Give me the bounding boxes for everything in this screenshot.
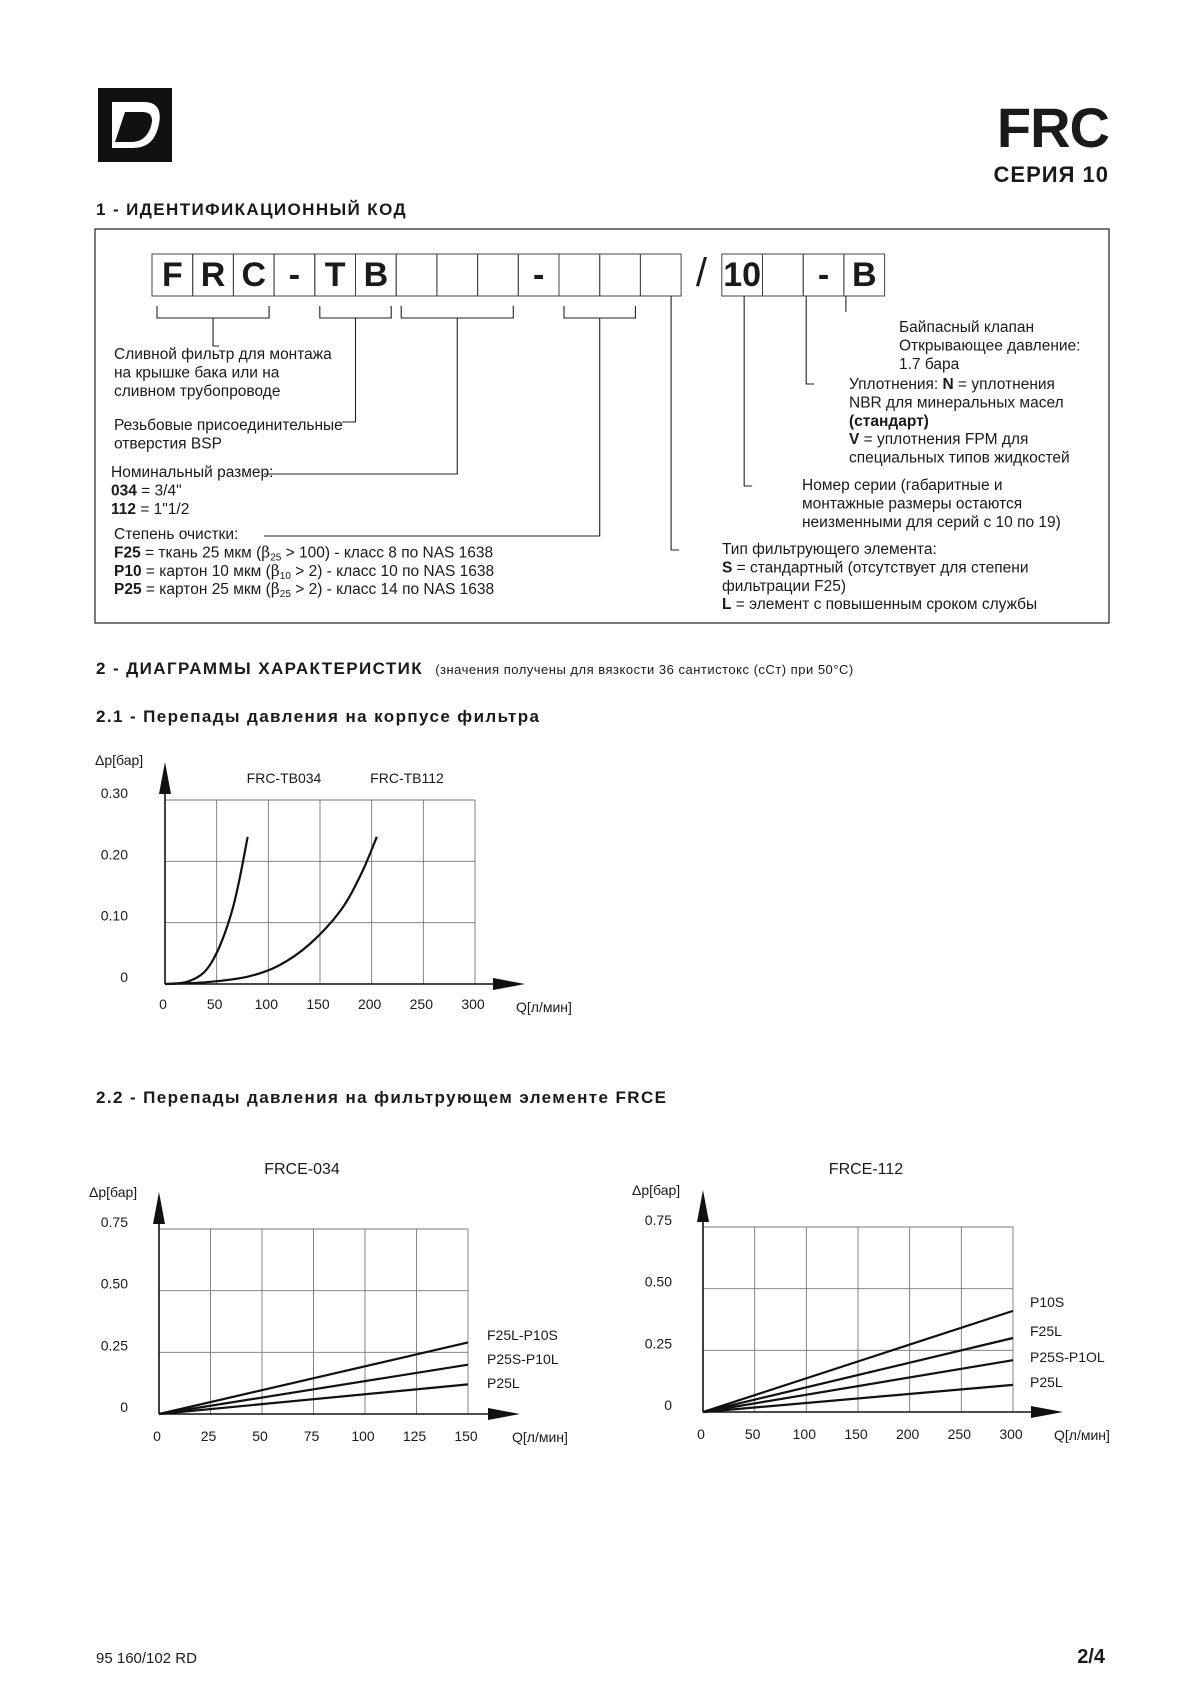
series-label: FRC-TB112 [370, 770, 444, 786]
x-tick-label: 300 [999, 1426, 1023, 1442]
code-cell [640, 254, 681, 296]
page-number: 2/4 [1077, 1646, 1105, 1668]
annotation-text-part: S [722, 559, 733, 577]
annotation-text-part: Байпасный клапан [899, 319, 1035, 336]
x-tick-label: 250 [409, 996, 434, 1012]
series-title-block [993, 96, 1109, 188]
x-tick-label: 75 [303, 1428, 320, 1444]
annotation-filtration-degree [114, 580, 494, 600]
code-cell [763, 254, 804, 296]
annotation-text-part: F25 [114, 544, 141, 562]
y-tick-label: 0.75 [644, 1212, 672, 1228]
x-tick-label: 200 [357, 996, 382, 1012]
series-label: P25L [1030, 1374, 1063, 1390]
annotation-seals [849, 450, 1070, 467]
annotation-text-part: = картон 10 мкм ( [141, 562, 271, 580]
annotation-drain-filter [114, 364, 280, 381]
series-label: F25L-P10S [487, 1327, 558, 1343]
annotation-text-part: монтажные размеры остаются [802, 495, 1023, 513]
annotation-text-part: = 3/4" [136, 482, 182, 500]
subscript-text: 25 [270, 552, 282, 564]
annotation-text-part: Номер серии (габаритные и [802, 477, 1003, 494]
code-cell-text: B [363, 256, 389, 294]
y-tick-label: 0.50 [100, 1275, 128, 1292]
code-cell-text: T [324, 256, 346, 294]
annotation-text-part: специальных типов жидкостей [849, 449, 1070, 467]
leader-line [671, 296, 679, 550]
annotation-bypass-valve [899, 337, 1080, 354]
annotation-text-part: L [722, 596, 732, 614]
annotation-element-type [722, 541, 937, 558]
y-axis-arrow [159, 762, 171, 794]
annotation-seals [849, 431, 1028, 448]
annotation-text-part: Степень очистки: [114, 526, 239, 543]
series-line-frc-tb112 [165, 837, 377, 984]
leader-line [806, 296, 814, 384]
annotation-text-part: = стандартный (отсутствует для степени [732, 559, 1029, 577]
y-axis-label: Δp[бар] [89, 1184, 138, 1200]
annotation-bypass-valve [899, 356, 960, 373]
annotation-drain-filter [114, 383, 280, 400]
series-label: FRC-TB034 [246, 770, 322, 786]
annotation-element-type [722, 559, 1029, 576]
annotation-text-part: β [270, 561, 280, 580]
code-cell [396, 254, 437, 296]
annotation-text-part: β [270, 580, 280, 599]
annotation-text-part: V [849, 431, 860, 449]
x-tick-label: 150 [454, 1428, 478, 1444]
subscript-text: 10 [279, 570, 291, 582]
section-2-note: (значения получены для вязкости 36 сантистокс (сСт) при 50°C) [435, 662, 854, 677]
annotation-text-part: P10 [114, 562, 142, 580]
x-tick-label: 150 [844, 1426, 868, 1442]
x-axis-arrow [1031, 1406, 1063, 1418]
series-label: P25L [487, 1375, 520, 1391]
annotation-filtration-degree [114, 526, 238, 543]
chart-title: FRCE-034 [264, 1161, 340, 1178]
annotation-text-part: N [942, 376, 954, 393]
chart-frce-034 [0, 1155, 600, 1455]
annotation-nominal-size [111, 501, 189, 518]
series-label: P25S-P1OL [1030, 1349, 1105, 1365]
code-cell-text: 10 [723, 256, 762, 294]
annotation-text-part: Тип фильтрующего элемента: [722, 541, 937, 558]
x-tick-label: 25 [200, 1428, 217, 1444]
leader-line [342, 318, 356, 422]
code-cell-text: - [817, 256, 830, 294]
x-tick-label: 300 [461, 996, 485, 1012]
annotation-text-part: = уплотнения [953, 376, 1055, 393]
annotation-text-part: = картон 25 мкм ( [141, 581, 271, 599]
chart-housing-pressure-drop [0, 740, 620, 1040]
y-tick-label: 0.75 [100, 1214, 128, 1230]
code-cell [600, 254, 641, 296]
annotation-text-part: Открывающее давление: [899, 337, 1081, 355]
y-tick-label: 0.25 [644, 1335, 672, 1352]
x-tick-label: 100 [254, 996, 279, 1012]
y-tick-label: 0.20 [100, 846, 128, 863]
x-axis-label: Q[л/мин] [516, 999, 572, 1015]
annotation-nominal-size [111, 482, 182, 499]
chart-frce-112 [600, 1155, 1200, 1455]
annotation-bsp-ports [114, 435, 222, 452]
annotation-seals [849, 413, 929, 430]
annotation-text-part: Сливной фильтр для монтажа [114, 346, 332, 363]
code-bracket [564, 306, 635, 318]
code-cell-text: - [532, 256, 545, 294]
code-cell-text: R [200, 256, 226, 294]
section-1-heading: 1 - ИДЕНТИФИКАЦИОННЫЙ КОД [96, 200, 407, 219]
code-cell-text: - [288, 256, 301, 294]
section-2-heading [96, 659, 854, 679]
annotation-seals [849, 376, 1055, 393]
subscript-text: 25 [279, 589, 291, 601]
x-tick-label: 50 [252, 1428, 268, 1444]
series-line-frc-tb034 [165, 837, 248, 984]
section-2-title: 2 - ДИАГРАММЫ ХАРАКТЕРИСТИК [96, 659, 424, 678]
annotation-drain-filter [114, 346, 332, 363]
code-cell-text: B [851, 256, 877, 294]
y-axis-arrow [697, 1190, 709, 1222]
y-tick-label: 0.10 [100, 907, 128, 924]
annotation-text-part: = 1"1/2 [136, 500, 190, 518]
annotation-series-number [802, 477, 1003, 494]
series-subtitle: СЕРИЯ 10 [993, 162, 1109, 187]
x-tick-label: 200 [895, 1426, 920, 1442]
code-cell [559, 254, 600, 296]
x-axis-label: Q[л/мин] [512, 1429, 568, 1445]
code-bracket [157, 306, 269, 318]
annotation-text-part: NBR для минеральных масел [849, 394, 1064, 412]
y-tick-label: 0.30 [100, 785, 128, 801]
x-tick-label: 125 [402, 1428, 427, 1444]
x-tick-label: 0 [159, 996, 167, 1012]
annotation-text-part: Резьбовые присоединительные [114, 417, 343, 434]
series-label: P25S-P10L [487, 1351, 559, 1367]
annotation-text-part: = элемент с повышенным сроком службы [731, 596, 1038, 614]
annotation-text-part: 112 [111, 500, 137, 518]
annotation-text-part: > 100) - класс 8 по NAS 1638 [281, 544, 494, 562]
y-tick-label: 0 [120, 969, 128, 985]
identification-code-diagram [94, 228, 1110, 624]
x-tick-label: 150 [306, 996, 330, 1012]
annotation-nominal-size [111, 464, 273, 481]
x-tick-label: 50 [744, 1426, 761, 1442]
annotation-filtration-degree [114, 543, 493, 563]
leader-line [744, 296, 752, 486]
y-axis-arrow [153, 1192, 165, 1224]
annotation-text-part: 034 [111, 482, 137, 500]
annotation-text-part: > 2) - класс 14 по NAS 1638 [290, 581, 495, 599]
annotation-text-part: Уплотнения: [849, 376, 943, 393]
annotation-series-number [802, 514, 1061, 531]
code-cell [437, 254, 478, 296]
y-axis-label: Δp[бар] [95, 752, 144, 768]
code-cell-text: / [695, 251, 708, 295]
x-tick-label: 250 [947, 1426, 972, 1442]
annotation-text-part: отверстия BSP [114, 435, 222, 453]
section-2-1-heading: 2.1 - Перепады давления на корпусе фильтра [96, 707, 541, 726]
annotation-bypass-valve [899, 319, 1034, 336]
leader-line [213, 318, 219, 346]
code-cell [478, 254, 519, 296]
annotation-text-part: β [261, 543, 271, 562]
section-2-2-heading: 2.2 - Перепады давления на фильтрующем элементе FRCE [96, 1088, 668, 1107]
y-tick-label: 0 [120, 1399, 128, 1415]
x-tick-label: 100 [792, 1426, 817, 1442]
annotation-text-part: неизменными для серий с 10 по 19) [802, 513, 1061, 531]
annotation-element-type [722, 596, 1037, 613]
x-tick-label: 0 [697, 1426, 705, 1442]
annotation-text-part: > 2) - класс 10 по NAS 1638 [290, 562, 495, 580]
x-tick-label: 100 [351, 1428, 375, 1444]
code-cell-text: F [161, 256, 183, 294]
y-tick-label: 0 [664, 1397, 672, 1413]
annotation-bsp-ports [114, 417, 343, 434]
annotation-text-part: P25 [114, 581, 142, 599]
annotation-series-number [802, 495, 1022, 512]
y-tick-label: 0.50 [644, 1273, 672, 1290]
annotation-text-part: сливном трубопроводе [114, 382, 281, 400]
annotation-text-part: = ткань 25 мкм ( [140, 544, 262, 562]
x-axis-arrow [488, 1408, 520, 1420]
series-label: P10S [1030, 1294, 1065, 1310]
chart-title: FRCE-112 [828, 1161, 904, 1178]
y-axis-label: Δp[бар] [632, 1182, 681, 1198]
annotation-element-type [722, 578, 846, 595]
code-bracket [401, 306, 513, 318]
annotation-text-part: Номинальный размер: [111, 464, 274, 481]
annotation-text-part: (стандарт) [849, 412, 929, 430]
x-axis-arrow [493, 978, 525, 990]
x-tick-label: 0 [153, 1428, 161, 1444]
annotation-text-part: 1.7 бара [899, 355, 960, 373]
annotation-filtration-degree [114, 562, 494, 582]
company-logo [98, 88, 172, 162]
y-tick-label: 0.25 [100, 1337, 128, 1354]
annotation-text-part: = уплотнения FPM для [859, 431, 1029, 449]
x-tick-label: 50 [206, 996, 223, 1012]
annotation-text-part: на крышке бака или на [114, 364, 280, 382]
code-cell-text: C [241, 256, 267, 294]
x-axis-label: Q[л/мин] [1054, 1427, 1110, 1443]
code-bracket [320, 306, 391, 318]
leader-line [264, 318, 457, 474]
product-code-title: FRC [996, 96, 1109, 159]
series-label: F25L [1030, 1323, 1062, 1339]
annotation-seals [849, 394, 1064, 411]
document-code: 95 160/102 RD [96, 1650, 197, 1667]
annotation-text-part: фильтрации F25) [722, 577, 847, 595]
